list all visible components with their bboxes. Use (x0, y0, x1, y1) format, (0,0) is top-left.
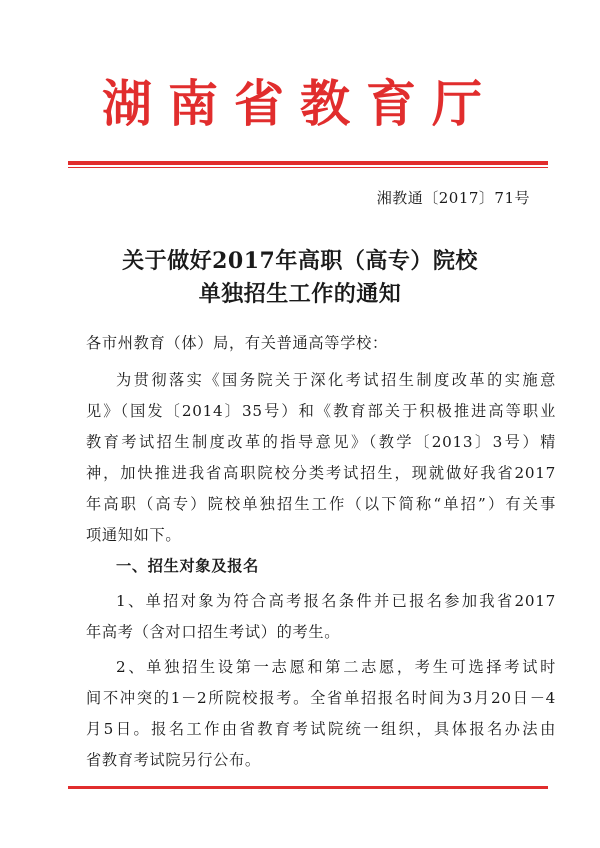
letterhead-rule-thin (68, 167, 548, 168)
letterhead-rule-thick (68, 161, 548, 165)
intro-line-4: 神，加快推进我省高职院校分类考试招生，现就做好我省2017 (86, 464, 556, 482)
intro-line-6: 项通知如下。 (86, 526, 182, 544)
item-2-line-2: 间不冲突的1－2所院校报考。全省单招报名时间为3月20日－4 (86, 689, 556, 707)
notice-title-line-2: 单独招生工作的通知 (198, 281, 402, 307)
item-1-line-1: 1、单招对象为符合高考报名条件并已报名参加我省2017 (116, 592, 556, 610)
footer-rule (68, 786, 548, 789)
intro-line-2: 见》（国发〔2014〕35号）和《教育部关于积极推进高等职业 (86, 402, 556, 420)
addressee: 各市州教育（体）局，有关普通高等学校： (86, 334, 388, 352)
item-2-line-1: 2、单独招生设第一志愿和第二志愿，考生可选择考试时 (116, 658, 556, 676)
item-1-line-2: 年高考（含对口招生考试）的考生。 (86, 623, 341, 641)
item-2-line-3: 月5日。报名工作由省教育考试院统一组织，具体报名办法由 (86, 720, 556, 738)
intro-line-3: 教育考试招生制度改革的指导意见》（教学〔2013〕3号）精 (86, 433, 556, 451)
item-2-line-4: 省教育考试院另行公布。 (86, 751, 261, 769)
intro-line-5: 年高职（高专）院校单独招生工作（以下简称“单招”）有关事 (86, 495, 556, 513)
intro-line-1: 为贯彻落实《国务院关于深化考试招生制度改革的实施意 (116, 371, 556, 389)
section-heading-1: 一、招生对象及报名 (116, 557, 259, 575)
notice-title-line-1: 关于做好2017年高职（高专）院校 (122, 248, 478, 274)
document-number: 湘教通〔2017〕71号 (376, 189, 530, 207)
letterhead-title: 湖南省教育厅 (102, 75, 498, 133)
